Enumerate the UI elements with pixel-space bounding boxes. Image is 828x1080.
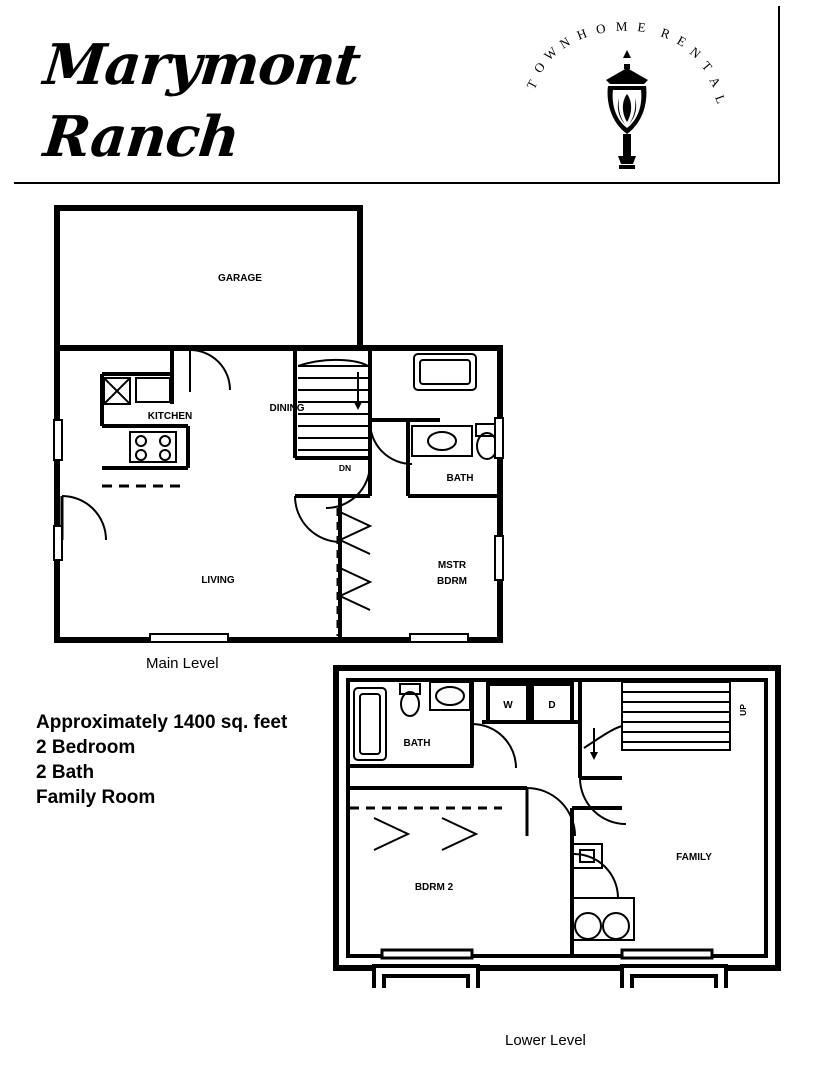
spec-family-room: Family Room [36,787,156,808]
room-label: FAMILY [676,852,712,863]
room-label: UP [738,704,748,716]
townhome-rental-logo [520,18,730,176]
lamp-post-icon [606,50,648,169]
room-label: W [503,700,513,711]
room-label: D [548,700,556,711]
page-title-line-1: Marymont [40,32,363,98]
svg-text:H: H [574,25,589,43]
room-label: LIVING [201,575,235,586]
specs-block [36,710,336,810]
svg-text:N: N [556,33,573,52]
room-label: KITCHEN [147,411,193,422]
floorplan-lower-level [322,658,792,988]
room-label: BDRM 2 [414,882,454,893]
room-label: MSTR [437,560,467,571]
spec-square-footage: Approximately 1400 sq. feet [36,712,288,733]
svg-text:R: R [658,24,673,42]
svg-text:E: E [636,19,647,36]
room-label: BDRM [437,576,467,587]
svg-text:T: T [698,58,716,75]
svg-text:O: O [530,59,549,76]
page-title-line-2: Ranch [40,104,243,170]
spec-bathrooms: 2 Bath [36,762,95,783]
room-label: BATH [446,473,474,484]
spec-bedrooms: 2 Bedroom [36,737,136,758]
caption-main-level: Main Level [146,655,219,672]
svg-text:N: N [687,43,704,62]
caption-lower-level: Lower Level [505,1032,586,1049]
room-label: GARAGE [218,273,262,284]
floorplan-main-level [40,196,510,656]
room-label: BATH [403,738,431,749]
svg-text:W: W [540,43,561,64]
svg-text:E: E [674,32,689,50]
svg-text:O: O [594,20,607,37]
svg-text:T: T [523,77,541,92]
svg-text:M: M [615,18,628,34]
svg-text:L: L [712,92,729,106]
room-label: DINING [269,403,305,414]
svg-text:A: A [706,74,725,90]
room-label: DN [338,463,352,473]
